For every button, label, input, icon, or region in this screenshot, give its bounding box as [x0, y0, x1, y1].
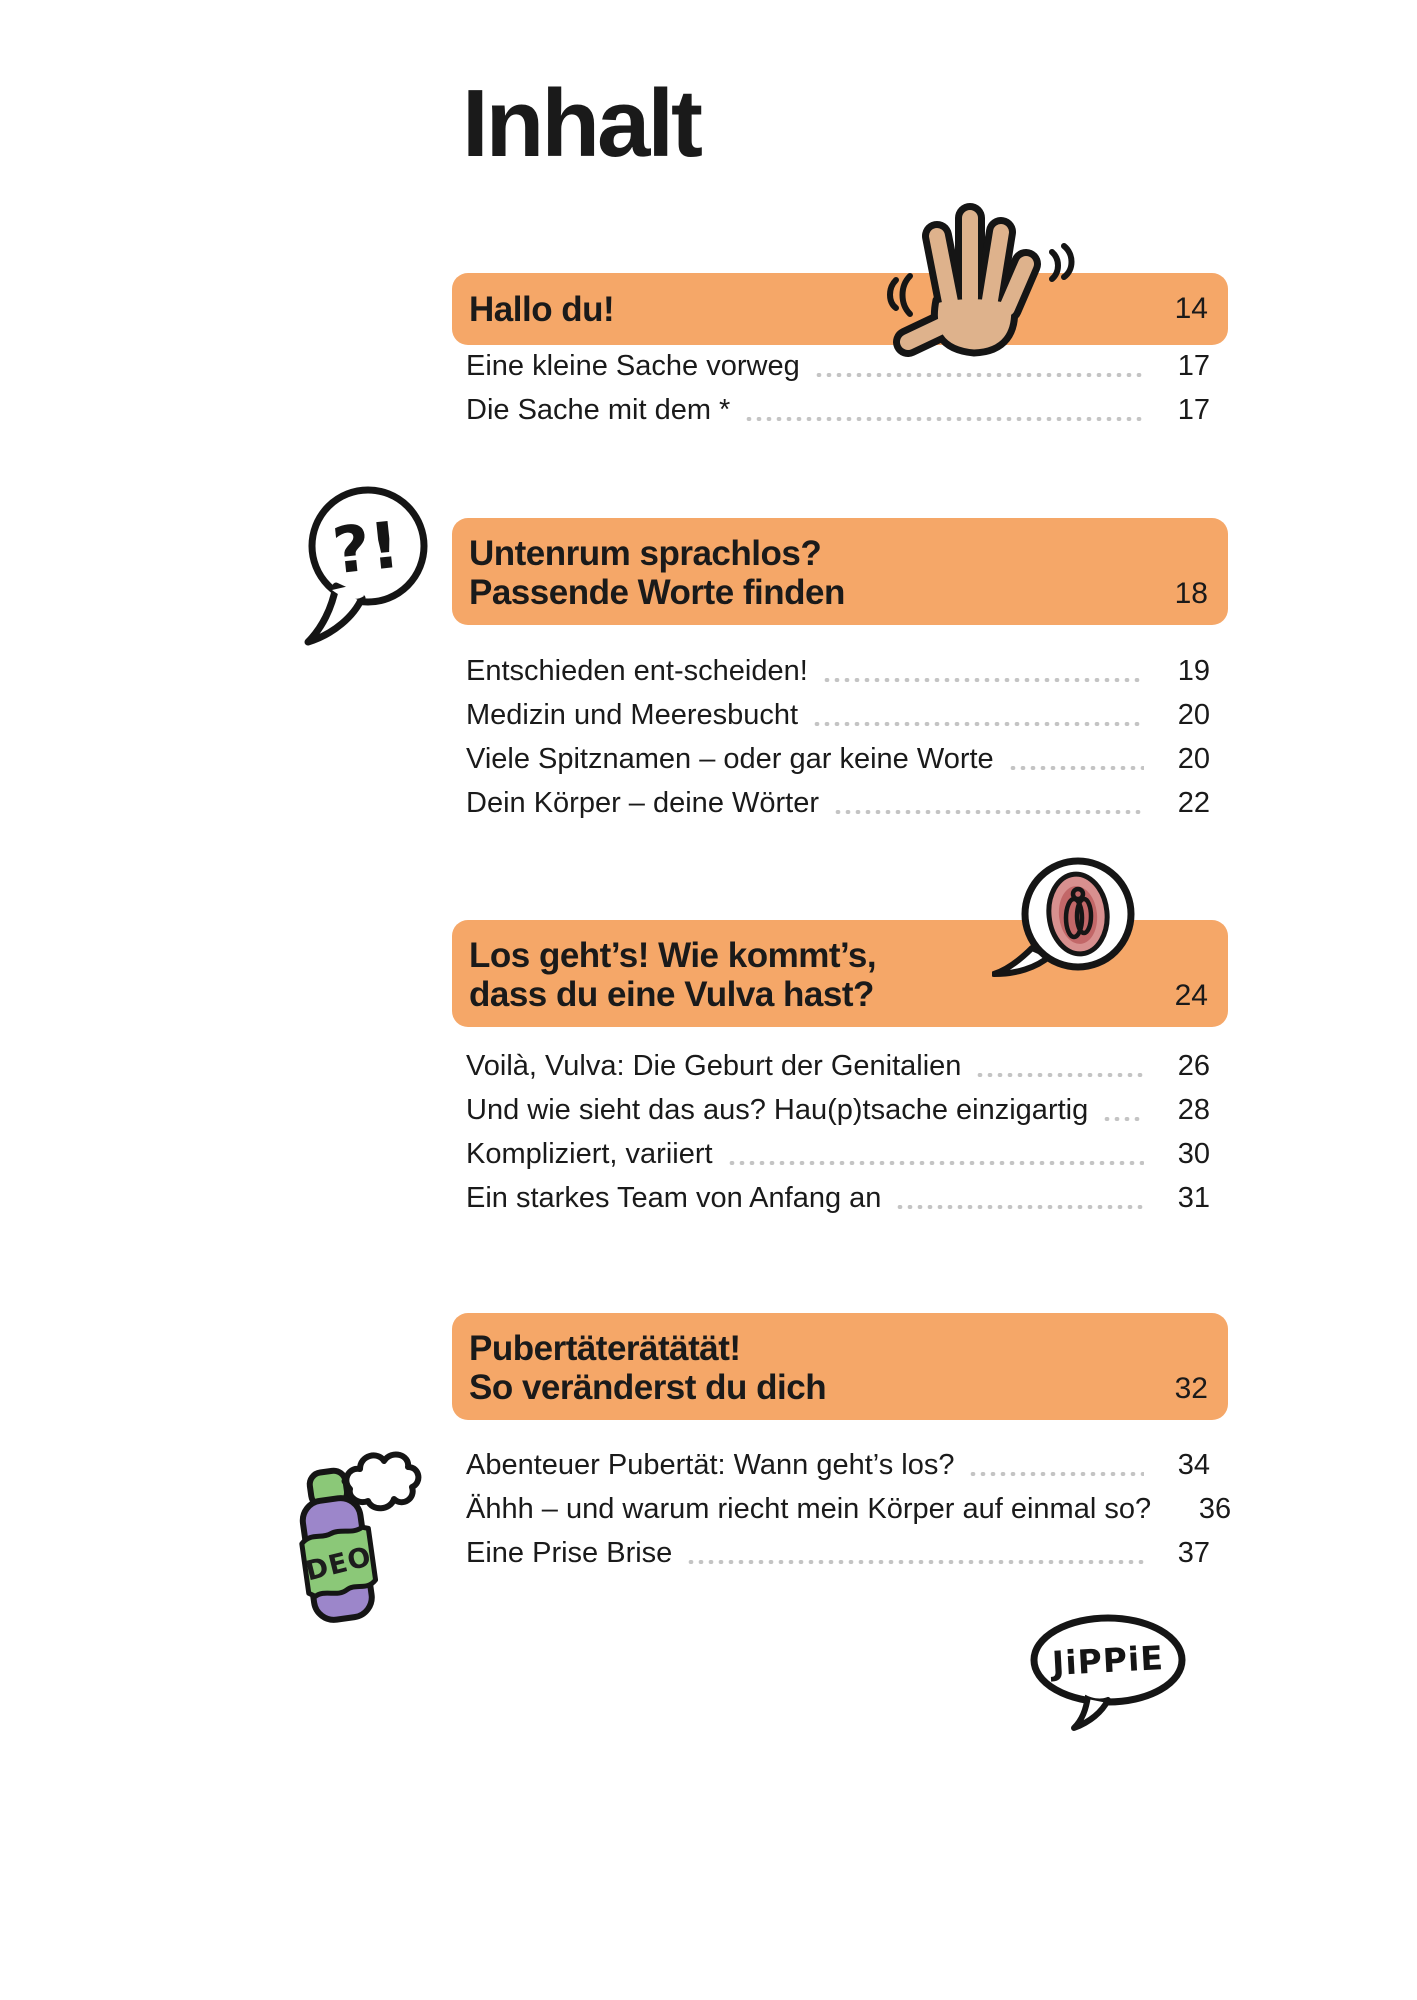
section-page-number: 14 — [1174, 292, 1208, 325]
section-heading — [469, 290, 614, 329]
dotted-leader — [812, 722, 1144, 726]
entry-label: Ähhh – und warum riecht mein Körper auf einmal so? — [466, 1492, 1152, 1525]
toc-entry — [466, 344, 1210, 388]
dotted-leader — [814, 373, 1144, 377]
dotted-leader — [895, 1205, 1144, 1209]
section-heading-line: Untenrum sprachlos? — [469, 534, 822, 573]
entry-page-number: 37 — [1177, 1536, 1210, 1569]
entry-label: Kompliziert, variiert — [466, 1137, 713, 1170]
entry-label: Und wie sieht das aus? Hau(p)tsache einzigartig — [466, 1093, 1089, 1126]
section-entries-hallo-du — [466, 344, 1210, 432]
dotted-leader — [686, 1560, 1144, 1564]
toc-entry — [466, 737, 1210, 781]
page-title: Inhalt — [462, 70, 700, 177]
banner-hallo-du — [452, 273, 1228, 345]
entry-page-number: 19 — [1177, 654, 1210, 687]
section-heading-line: Passende Worte finden — [469, 573, 845, 612]
entry-label: Voilà, Vulva: Die Geburt der Genitalien — [466, 1049, 962, 1082]
dotted-leader — [1008, 766, 1144, 770]
dotted-leader — [727, 1161, 1144, 1165]
waving-hand-icon — [880, 202, 1080, 357]
dotted-leader — [975, 1073, 1144, 1077]
toc-entry — [466, 1176, 1210, 1220]
section-entries-los-gehts — [466, 1044, 1210, 1220]
entry-label: Die Sache mit dem * — [466, 393, 731, 426]
entry-label: Entschieden ent-scheiden! — [466, 654, 808, 687]
deo-spray-can-icon — [262, 1437, 422, 1632]
section-heading-line: So veränderst du dich — [469, 1368, 827, 1407]
entry-page-number: 36 — [1198, 1492, 1232, 1525]
toc-entry — [466, 1487, 1232, 1531]
toc-entry — [466, 1443, 1210, 1487]
entry-label: Medizin und Meeresbucht — [466, 698, 799, 731]
section-page-number: 18 — [1174, 577, 1208, 610]
section-entries-untenrum — [466, 649, 1210, 825]
banner-untenrum-sprachlos — [452, 518, 1228, 625]
toc-entry — [466, 693, 1210, 737]
entry-label: Dein Körper – deine Wörter — [466, 786, 819, 819]
entry-page-number: 34 — [1177, 1448, 1210, 1481]
dotted-leader — [744, 417, 1144, 421]
entry-page-number: 17 — [1177, 349, 1210, 382]
jippie-bubble-icon — [1024, 1610, 1189, 1735]
section-heading-line: Hallo du! — [469, 289, 615, 329]
toc-entry — [466, 1088, 1210, 1132]
entry-page-number: 31 — [1177, 1181, 1210, 1214]
toc-entry — [466, 1132, 1210, 1176]
toc-entry — [466, 1531, 1210, 1575]
section-heading-line: Los geht’s! Wie kommt’s, — [469, 936, 877, 975]
vulva-bubble-icon — [992, 852, 1147, 992]
dotted-leader — [833, 810, 1144, 814]
dotted-leader — [1102, 1117, 1144, 1121]
section-heading-line: dass du eine Vulva hast? — [469, 975, 874, 1014]
section-heading — [469, 936, 876, 1014]
entry-page-number: 22 — [1177, 786, 1210, 819]
entry-page-number: 20 — [1177, 698, 1210, 731]
toc-entry — [466, 649, 1210, 693]
toc-entry — [466, 1044, 1210, 1088]
section-page-number: 24 — [1174, 979, 1208, 1012]
jippie-text: JiPPiE — [1051, 1638, 1165, 1683]
entry-page-number: 20 — [1177, 742, 1210, 775]
entry-label: Eine kleine Sache vorweg — [466, 349, 800, 382]
interrobang-text: ?! — [329, 508, 403, 590]
section-heading — [469, 534, 845, 612]
entry-page-number: 26 — [1177, 1049, 1210, 1082]
entry-page-number: 30 — [1177, 1137, 1210, 1170]
toc-entry — [466, 781, 1210, 825]
deo-label-text: DEO — [302, 1541, 375, 1588]
entry-page-number: 28 — [1177, 1093, 1210, 1126]
interrobang-bubble-icon — [302, 482, 432, 652]
section-entries-pubertaet — [466, 1443, 1232, 1575]
entry-label: Eine Prise Brise — [466, 1536, 673, 1569]
banner-pubertaet — [452, 1313, 1228, 1420]
entry-label: Viele Spitznamen – oder gar keine Worte — [466, 742, 994, 775]
entry-page-number: 17 — [1177, 393, 1210, 426]
entry-label: Abenteuer Pubertät: Wann geht’s los? — [466, 1448, 955, 1481]
dotted-leader — [822, 678, 1144, 682]
section-heading — [469, 1329, 826, 1407]
section-page-number: 32 — [1174, 1372, 1208, 1405]
toc-entry — [466, 388, 1210, 432]
entry-label: Ein starkes Team von Anfang an — [466, 1181, 882, 1214]
dotted-leader — [968, 1472, 1144, 1476]
section-heading-line: Pubertäterätätät! — [469, 1329, 741, 1368]
